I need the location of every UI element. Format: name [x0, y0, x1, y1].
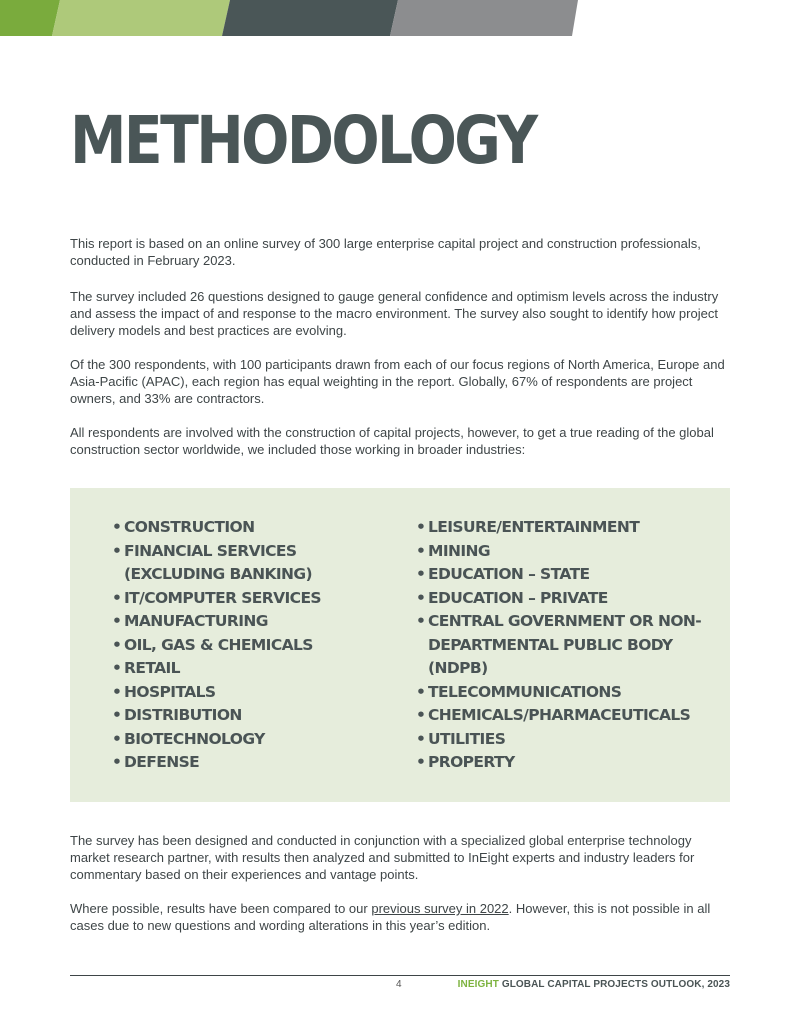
industry-item: • DISTRIBUTION: [112, 704, 392, 728]
industry-item: • MINING: [416, 540, 716, 564]
bar-segment-green-dark: [0, 0, 60, 36]
previous-survey-link[interactable]: previous survey in 2022: [371, 901, 509, 916]
paragraph-comparison: [70, 900, 732, 934]
industries-list-left: [112, 516, 392, 775]
page-number: 4: [396, 979, 402, 990]
comparison-text-before: Where possible, results have been compared to our: [70, 901, 372, 916]
paragraph-survey-overview: This report is based on an online survey of 300 large enterprise capital project and construction professionals, conducted in February 2023.: [70, 236, 701, 268]
industry-item: • HOSPITALS: [112, 681, 392, 705]
footer-title-text: GLOBAL CAPITAL PROJECTS OUTLOOK, 2023: [498, 979, 730, 990]
paragraph-respondents: Of the 300 respondents, with 100 participants drawn from each of our focus regions of North America, Europe and Asia-Pacific (APAC), each region has equal weighting in the report. Globally, 67% of respondents are project owners, and 33% are contractors.: [70, 357, 725, 406]
industry-item: • BIOTECHNOLOGY: [112, 728, 392, 752]
paragraph-research-partner: The survey has been designed and conducted in conjunction with a specialized global enterprise technology market research partner, with results then analyzed and submitted to InEight experts and industry leaders for commentary based on their experiences and vantage points.: [70, 833, 695, 882]
industry-item: • DEFENSE: [112, 751, 392, 775]
industry-item: • EDUCATION – STATE: [416, 563, 716, 587]
bar-segment-slate: [222, 0, 398, 36]
header-decorative-bar: [0, 0, 800, 36]
industry-item: • CONSTRUCTION: [112, 516, 392, 540]
industry-item: • EDUCATION – PRIVATE: [416, 587, 716, 611]
industry-item: • LEISURE/ENTERTAINMENT: [416, 516, 716, 540]
industry-item: • TELECOMMUNICATIONS: [416, 681, 716, 705]
paragraph-survey-questions: The survey included 26 questions designed to gauge general confidence and optimism levels across the industry and assess the impact of and response to the macro environment. The survey also sought to identify how project delivery models and best practices are evolving.: [70, 289, 719, 338]
bar-segment-green-light: [52, 0, 230, 36]
industry-item: • IT/COMPUTER SERVICES: [112, 587, 392, 611]
footer-brand: INEIGHT: [457, 979, 499, 990]
industry-item: • CENTRAL GOVERNMENT OR NON-DEPARTMENTAL PUBLIC BODY (NDPB): [416, 610, 716, 681]
industry-item: • MANUFACTURING: [112, 610, 392, 634]
footer-report-title: [458, 979, 730, 990]
paragraph-industries-intro: All respondents are involved with the construction of capital projects, however, to get a true reading of the global construction sector worldwide, we included those working in broader industries:: [70, 425, 714, 457]
industry-item: • PROPERTY: [416, 751, 716, 775]
footer-divider: [70, 975, 730, 976]
industries-panel: [70, 488, 730, 802]
bar-segment-gray: [390, 0, 578, 36]
comparison-text-after: . However, this is not possible in all cases due to new questions and wording alterations in this year’s edition.: [70, 901, 711, 933]
industries-list-right: [416, 516, 716, 775]
industry-item: • OIL, GAS & CHEMICALS: [112, 634, 392, 658]
industry-item: • CHEMICALS/PHARMACEUTICALS: [416, 704, 716, 728]
industry-item: • UTILITIES: [416, 728, 716, 752]
page-title: METHODOLOGY: [70, 102, 536, 179]
industry-item: • FINANCIAL SERVICES (EXCLUDING BANKING): [112, 540, 392, 587]
industry-item: • RETAIL: [112, 657, 392, 681]
